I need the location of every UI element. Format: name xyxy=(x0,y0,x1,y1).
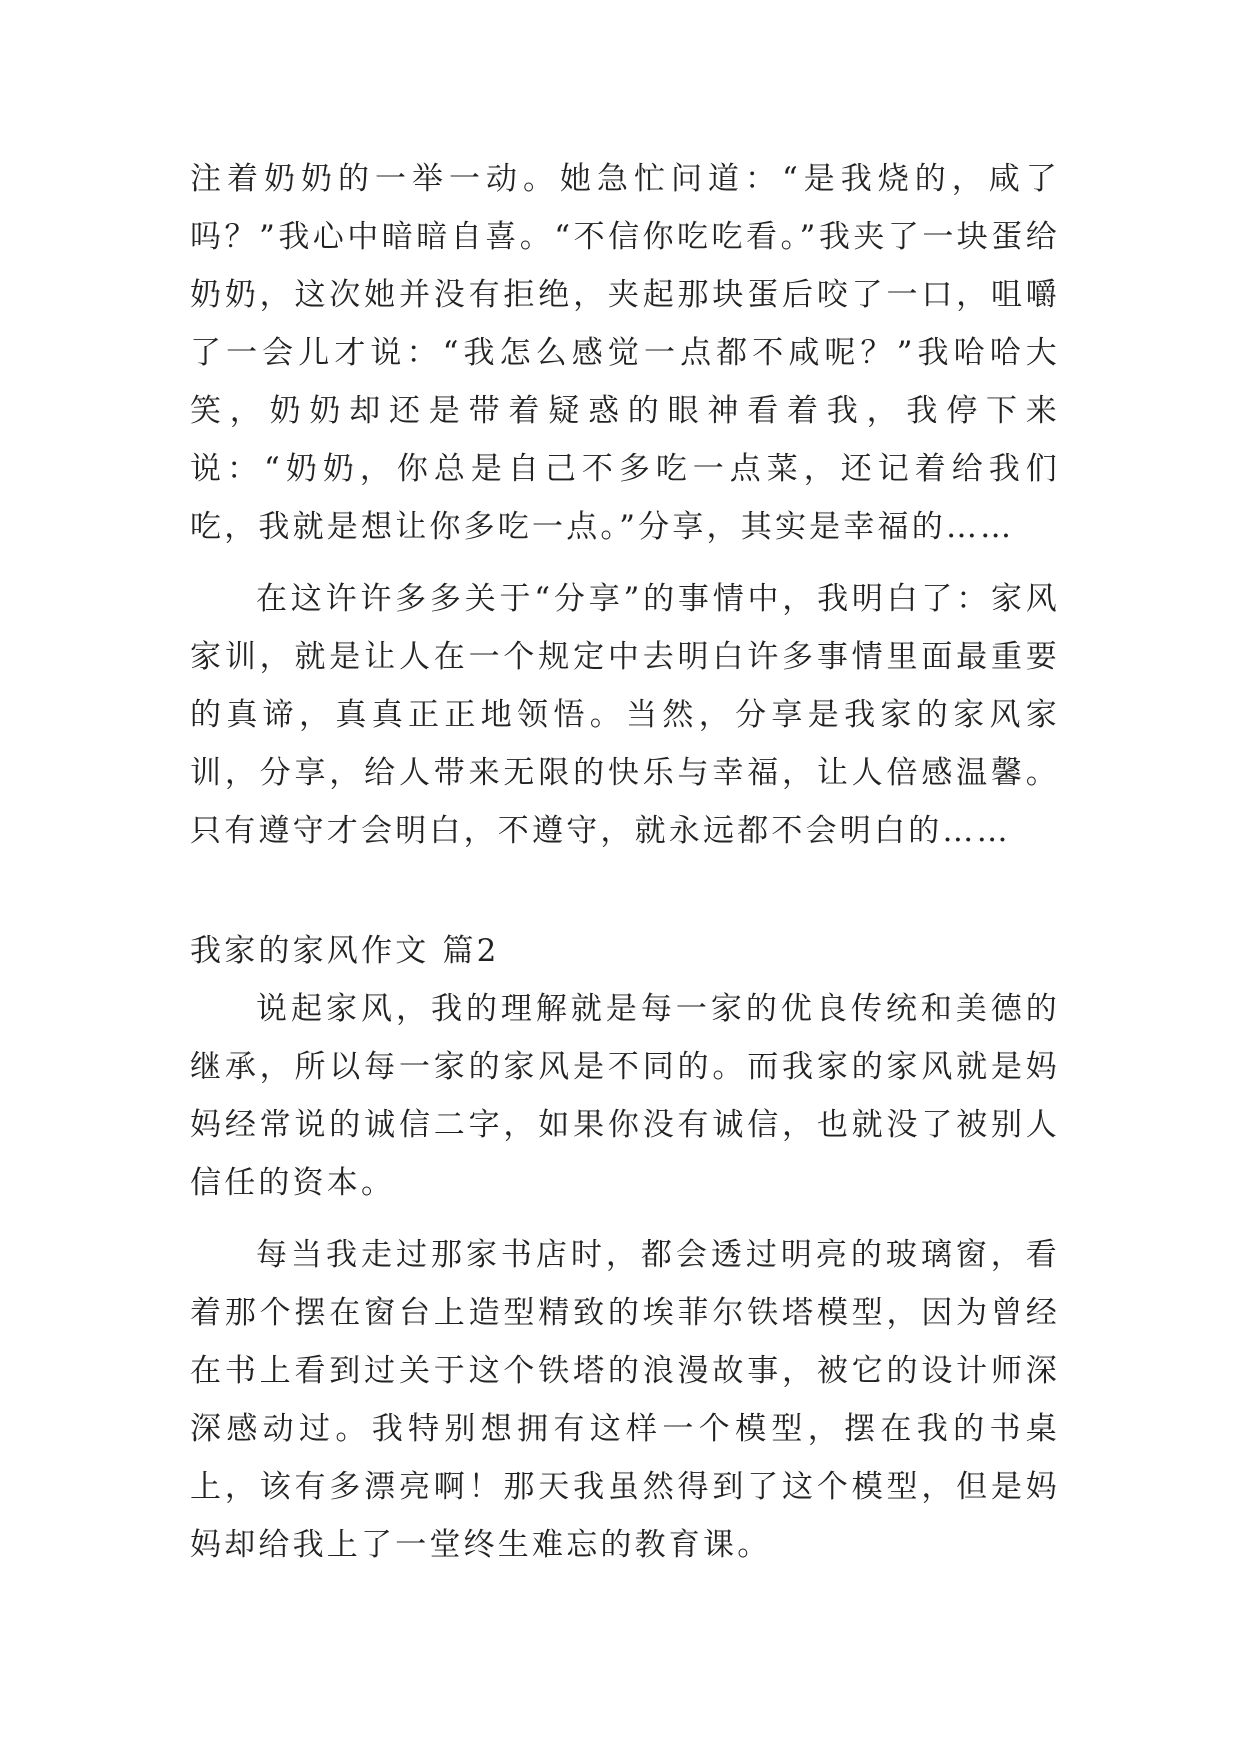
paragraph-family-tradition: 说起家风，我的理解就是每一家的优良传统和美德的继承，所以每一家的家风是不同的。而我家的家风就是妈妈经常说的诚信二字，如果你没有诚信，也就没了被别人信任的资本。 xyxy=(190,991,1060,1201)
section-heading: 我家的家风作文 篇2 xyxy=(190,933,500,969)
paragraph-sharing-conclusion: 在这许许多多关于“分享”的事情中，我明白了：家风家训，就是让人在一个规定中去明白许多事情里面最重要的真谛，真真正正地领悟。当然，分享是我家的家风家训，分享，给人带来无限的快乐与幸福，让人倍感温馨。只有遵守才会明白，不遵守，就永远都不会明白的…… xyxy=(190,581,1060,849)
paragraph-bookstore-story: 每当我走过那家书店时，都会透过明亮的玻璃窗，看着那个摆在窗台上造型精致的埃菲尔铁塔模型，因为曾经在书上看到过关于这个铁塔的浪漫故事，被它的设计师深深感动过。我特别想拥有这样一个模型，摆在我的书桌上，该有多漂亮啊！那天我虽然得到了这个模型，但是妈妈却给我上了一堂终生难忘的教育课。 xyxy=(190,1237,1060,1563)
paragraph-continued: 注着奶奶的一举一动。她急忙问道：“是我烧的，咸了吗？”我心中暗暗自喜。“不信你吃吃看。”我夹了一块蛋给奶奶，这次她并没有拒绝，夹起那块蛋后咬了一口，咀嚼了一会儿才说：“我怎么感觉一点都不咸呢？”我哈哈大笑，奶奶却还是带着疑惑的眼神看着我，我停下来说：“奶奶，你总是自己不多吃一点菜，还记着给我们吃，我就是想让你多吃一点。”分享，其实是幸福的…… xyxy=(190,161,1060,545)
document-page xyxy=(190,150,1060,1574)
